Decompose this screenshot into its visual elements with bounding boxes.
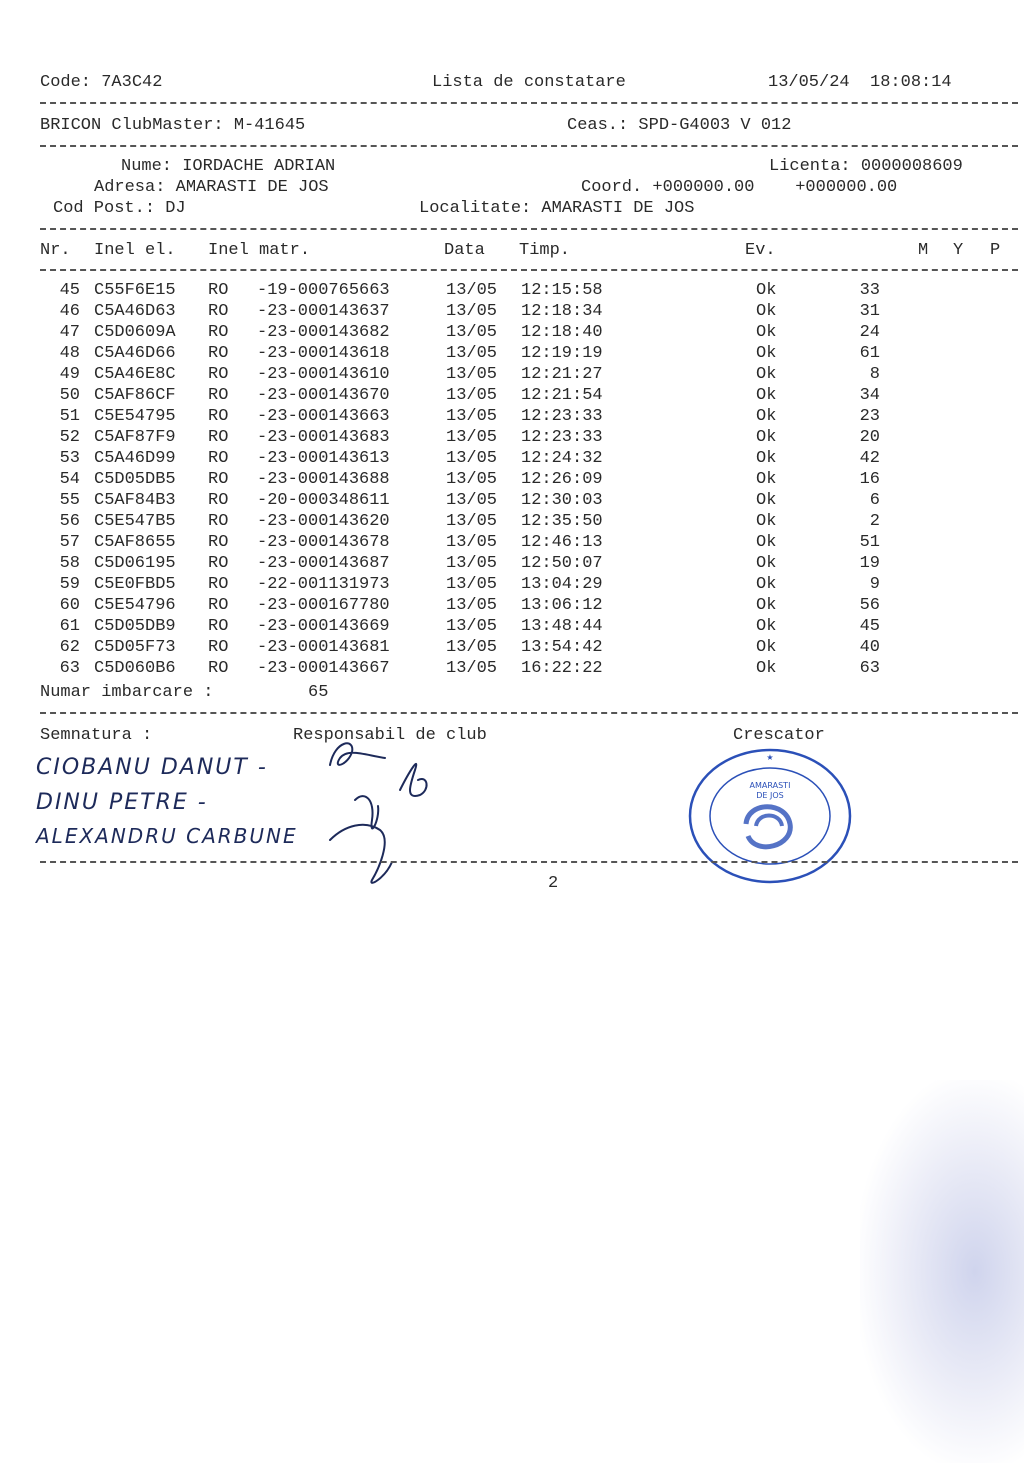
cell-tara: RO [208,365,229,384]
cell-ev: Ok [756,323,777,342]
cell-ev: Ok [756,554,777,573]
signature-scribble-3 [355,796,378,828]
owner-address: Adresa: AMARASTI DE JOS [94,178,329,197]
cell-ev: Ok [756,617,777,636]
cell-el: C5AF8655 [94,533,176,552]
signature-label: Semnatura : [40,726,153,745]
document-title: Lista de constatare [432,73,626,92]
cell-ev: Ok [756,386,777,405]
club-responsible-label: Responsabil de club [293,726,487,745]
cell-nr: 57 [59,533,80,552]
cell-el: C5A46D99 [94,449,176,468]
cell-el: C5E54796 [94,596,176,615]
cell-data: 13/05 [446,491,498,510]
cell-matr: -19-000765663 [257,281,390,300]
cell-el: C55F6E15 [94,281,176,300]
cell-tara: RO [208,554,229,573]
cell-timp: 12:18:34 [521,302,603,321]
cell-matr: -23-000143669 [257,617,390,636]
cell-data: 13/05 [446,533,498,552]
cell-el: C5D060B6 [94,659,176,678]
cell-ev: Ok [756,491,777,510]
cell-timp: 12:46:13 [521,533,603,552]
cell-timp: 12:24:32 [521,449,603,468]
cell-poz: 9 [869,575,880,594]
coordinates: Coord. +000000.00 +000000.00 [581,178,898,197]
owner-name: Nume: IORDACHE ADRIAN [121,157,336,176]
cell-ev: Ok [756,365,777,384]
signature-scribble-4 [330,825,392,883]
cell-timp: 13:54:42 [521,638,603,657]
cell-poz: 56 [859,596,880,615]
cell-tara: RO [208,323,229,342]
cell-data: 13/05 [446,638,498,657]
cell-ev: Ok [756,638,777,657]
cell-nr: 56 [59,512,80,531]
cell-data: 13/05 [446,281,498,300]
cell-el: C5A46E8C [94,365,176,384]
cell-matr: -23-000143637 [257,302,390,321]
signature-name-3: ALEXANDRU CARBUNE [36,824,298,848]
svg-text:AMARASTI: AMARASTI [749,781,791,790]
cell-nr: 60 [59,596,80,615]
cell-timp: 13:48:44 [521,617,603,636]
divider [40,861,1018,863]
breeder-label: Crescator [733,726,825,745]
cell-matr: -23-000143682 [257,323,390,342]
cell-timp: 16:22:22 [521,659,603,678]
cell-data: 13/05 [446,449,498,468]
cell-matr: -20-000348611 [257,491,390,510]
cell-poz: 20 [859,428,880,447]
cell-timp: 12:23:33 [521,428,603,447]
cell-matr: -23-000143667 [257,659,390,678]
cell-matr: -23-000143683 [257,428,390,447]
cell-el: C5A46D63 [94,302,176,321]
cell-el: C5D05DB5 [94,470,176,489]
cell-data: 13/05 [446,617,498,636]
signature-name-2: DINU PETRE - [36,790,208,815]
cell-data: 13/05 [446,407,498,426]
cell-matr: -23-000143610 [257,365,390,384]
scan-speckle [860,1080,1024,1463]
cell-nr: 55 [59,491,80,510]
postal-code: Cod Post.: DJ [53,199,186,218]
cell-poz: 24 [859,323,880,342]
cell-matr: -23-000143663 [257,407,390,426]
cell-matr: -22-001131973 [257,575,390,594]
cell-nr: 52 [59,428,80,447]
cell-el: C5E547B5 [94,512,176,531]
cell-matr: -23-000143618 [257,344,390,363]
cell-tara: RO [208,407,229,426]
cell-tara: RO [208,638,229,657]
col-data: Data [444,241,485,260]
cell-nr: 63 [59,659,80,678]
cell-data: 13/05 [446,428,498,447]
cell-tara: RO [208,302,229,321]
boarding-count-value: 65 [308,683,329,702]
cell-nr: 51 [59,407,80,426]
svg-text:DE JOS: DE JOS [756,791,784,800]
cell-nr: 53 [59,449,80,468]
cell-el: C5D0609A [94,323,176,342]
cell-data: 13/05 [446,470,498,489]
cell-nr: 50 [59,386,80,405]
cell-poz: 6 [869,491,880,510]
cell-data: 13/05 [446,575,498,594]
cell-el: C5E54795 [94,407,176,426]
cell-data: 13/05 [446,512,498,531]
cell-matr: -23-000143678 [257,533,390,552]
cell-nr: 54 [59,470,80,489]
cell-data: 13/05 [446,302,498,321]
cell-data: 13/05 [446,344,498,363]
page-number: 2 [548,874,559,893]
cell-timp: 12:50:07 [521,554,603,573]
cell-nr: 62 [59,638,80,657]
cell-el: C5AF84B3 [94,491,176,510]
col-inel-matr: Inel matr. [208,241,311,260]
cell-ev: Ok [756,344,777,363]
cell-timp: 12:30:03 [521,491,603,510]
locality: Localitate: AMARASTI DE JOS [419,199,695,218]
cell-tara: RO [208,575,229,594]
clock-id: Ceas.: SPD-G4003 V 012 [567,116,792,135]
cell-matr: -23-000143687 [257,554,390,573]
cell-matr: -23-000167780 [257,596,390,615]
signature-scribble-1 [330,743,385,765]
cell-data: 13/05 [446,596,498,615]
cell-nr: 58 [59,554,80,573]
cell-timp: 12:21:54 [521,386,603,405]
cell-timp: 12:18:40 [521,323,603,342]
cell-tara: RO [208,617,229,636]
cell-ev: Ok [756,302,777,321]
cell-poz: 42 [859,449,880,468]
cell-tara: RO [208,281,229,300]
print-datetime: 13/05/24 18:08:14 [768,73,952,92]
cell-data: 13/05 [446,323,498,342]
cell-ev: Ok [756,407,777,426]
cell-ev: Ok [756,512,777,531]
cell-tara: RO [208,596,229,615]
cell-poz: 61 [859,344,880,363]
cell-nr: 48 [59,344,80,363]
cell-poz: 40 [859,638,880,657]
cell-el: C5AF86CF [94,386,176,405]
cell-matr: -23-000143613 [257,449,390,468]
cell-ev: Ok [756,533,777,552]
cell-tara: RO [208,533,229,552]
cell-timp: 12:21:27 [521,365,603,384]
cell-poz: 45 [859,617,880,636]
cell-data: 13/05 [446,554,498,573]
col-inel-el: Inel el. [94,241,176,260]
cell-poz: 33 [859,281,880,300]
cell-ev: Ok [756,575,777,594]
cell-el: C5E0FBD5 [94,575,176,594]
boarding-count-label: Numar imbarcare : [40,683,214,702]
col-y: Y [953,241,964,260]
club-stamp [686,746,854,886]
signature-name-1: CIOBANU DANUT - [36,755,268,780]
col-timp: Timp. [519,241,571,260]
code-label: Code: 7A3C42 [40,73,163,92]
cell-timp: 12:15:58 [521,281,603,300]
col-p: P [990,241,1001,260]
cell-el: C5D05DB9 [94,617,176,636]
cell-matr: -23-000143688 [257,470,390,489]
cell-data: 13/05 [446,386,498,405]
cell-data: 13/05 [446,365,498,384]
col-nr: Nr. [40,241,71,260]
cell-tara: RO [208,428,229,447]
cell-timp: 13:06:12 [521,596,603,615]
cell-ev: Ok [756,470,777,489]
cell-tara: RO [208,512,229,531]
cell-tara: RO [208,659,229,678]
cell-tara: RO [208,470,229,489]
cell-tara: RO [208,344,229,363]
col-m: M [918,241,929,260]
cell-el: C5A46D66 [94,344,176,363]
cell-tara: RO [208,491,229,510]
cell-poz: 2 [869,512,880,531]
cell-el: C5D05F73 [94,638,176,657]
cell-ev: Ok [756,428,777,447]
cell-ev: Ok [756,281,777,300]
cell-ev: Ok [756,449,777,468]
cell-poz: 8 [869,365,880,384]
cell-el: C5AF87F9 [94,428,176,447]
cell-timp: 12:26:09 [521,470,603,489]
svg-text:★: ★ [766,753,774,762]
cell-timp: 12:19:19 [521,344,603,363]
col-ev: Ev. [745,241,776,260]
clubmaster-id: BRICON ClubMaster: M-41645 [40,116,306,135]
cell-el: C5D06195 [94,554,176,573]
cell-poz: 16 [859,470,880,489]
cell-ev: Ok [756,596,777,615]
cell-timp: 12:35:50 [521,512,603,531]
cell-poz: 23 [859,407,880,426]
cell-poz: 19 [859,554,880,573]
license-number: Licenta: 0000008609 [769,157,963,176]
cell-matr: -23-000143670 [257,386,390,405]
cell-poz: 63 [859,659,880,678]
cell-tara: RO [208,386,229,405]
cell-matr: -23-000143681 [257,638,390,657]
cell-nr: 61 [59,617,80,636]
cell-nr: 47 [59,323,80,342]
cell-timp: 12:23:33 [521,407,603,426]
cell-poz: 34 [859,386,880,405]
cell-ev: Ok [756,659,777,678]
cell-poz: 31 [859,302,880,321]
signature-scribble-2 [400,764,427,796]
cell-nr: 45 [59,281,80,300]
cell-matr: -23-000143620 [257,512,390,531]
cell-data: 13/05 [446,659,498,678]
cell-poz: 51 [859,533,880,552]
cell-tara: RO [208,449,229,468]
cell-nr: 59 [59,575,80,594]
cell-nr: 49 [59,365,80,384]
cell-nr: 46 [59,302,80,321]
cell-timp: 13:04:29 [521,575,603,594]
